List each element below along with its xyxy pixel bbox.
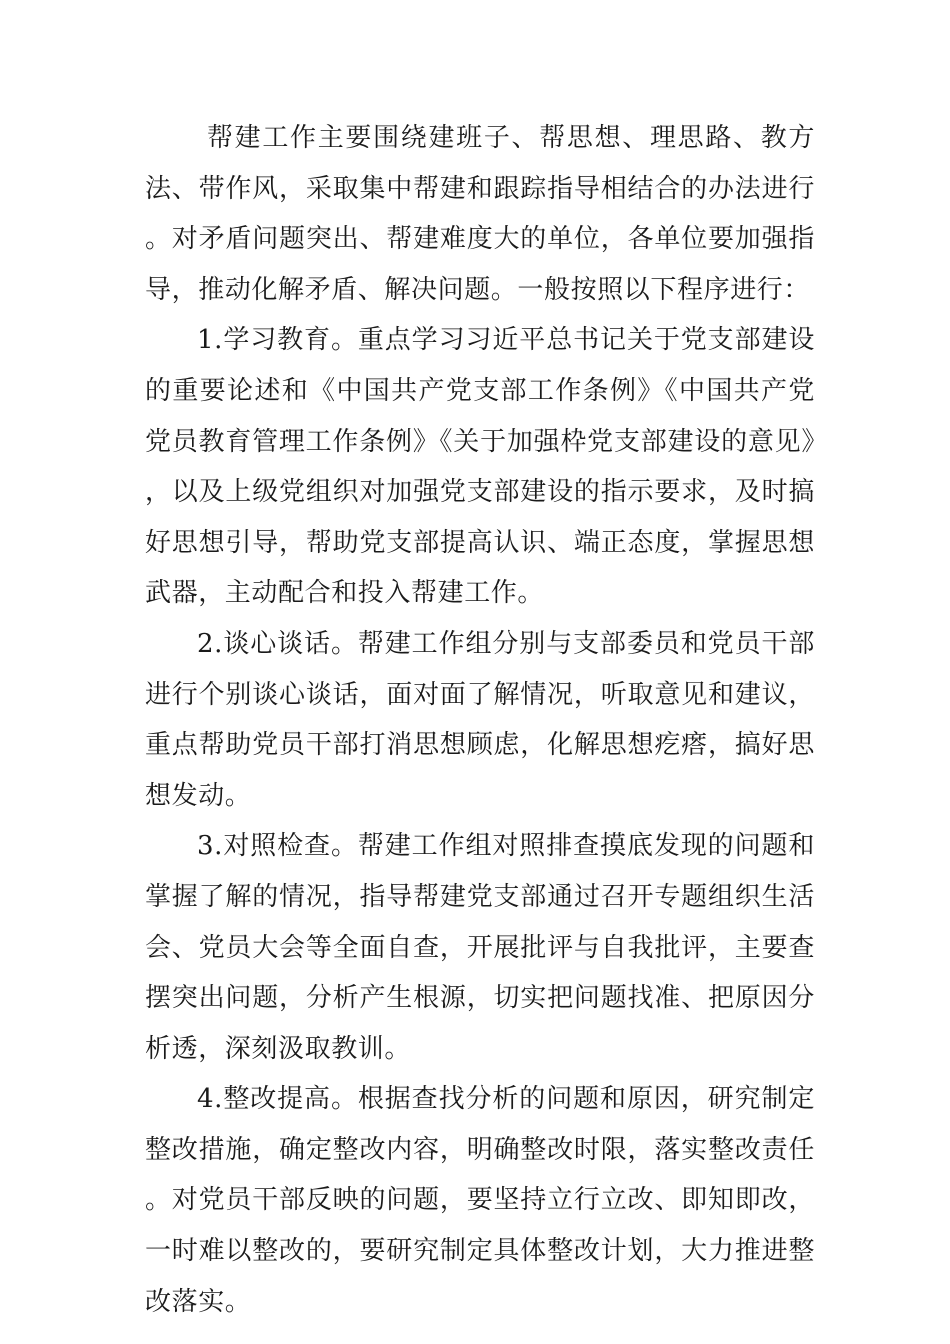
paragraph-rectification: 4.整改提高。根据查找分析的问题和原因，研究制定整改措施，确定整改内容，明确整改时限，落实整改责任。对党员干部反映的问题，要坚持立行立改、即知即改，一时难以整改的，要研究制定具体整改计划，大力推进整改落实。 (145, 1084, 815, 1317)
paragraph-intro: 帮建工作主要围绕建班子、帮思想、理思路、教方法、带作风，采取集中帮建和跟踪指导相结合的办法进行。对矛盾问题突出、帮建难度大的单位，各单位要加强指导，推动化解矛盾、解决问题。一般按照以下程序进行： (145, 123, 815, 305)
paragraph-heart-to-heart-talks: 2.谈心谈话。帮建工作组分别与支部委员和党员干部进行个别谈心谈话，面对面了解情况，听取意见和建议，重点帮助党员干部打消思想顾虑，化解思想疙瘩，搞好思想发动。 (145, 628, 815, 811)
paragraph-study-education: 1.学习教育。重点学习习近平总书记关于党支部建设的重要论述和《中国共产党支部工作条例》《中国共产党党员教育管理工作条例》《关于加强枠党支部建设的意见》，以及上级党组织对加强党支部建设的指示要求，及时搞好思想引导，帮助党支部提高认识、端正态度，掌握思想武器，主动配合和投入帮建工作。 (145, 325, 815, 609)
document-body (145, 113, 815, 1327)
paragraph-self-inspection: 3.对照检查。帮建工作组对照排查摸底发现的问题和掌握了解的情况，指导帮建党支部通过召开专题组织生活会、党员大会等全面自查，开展批评与自我批评，主要查摆突出问题，分析产生根源，切实把问题找准、把原因分析透，深刻汲取教训。 (145, 831, 815, 1064)
